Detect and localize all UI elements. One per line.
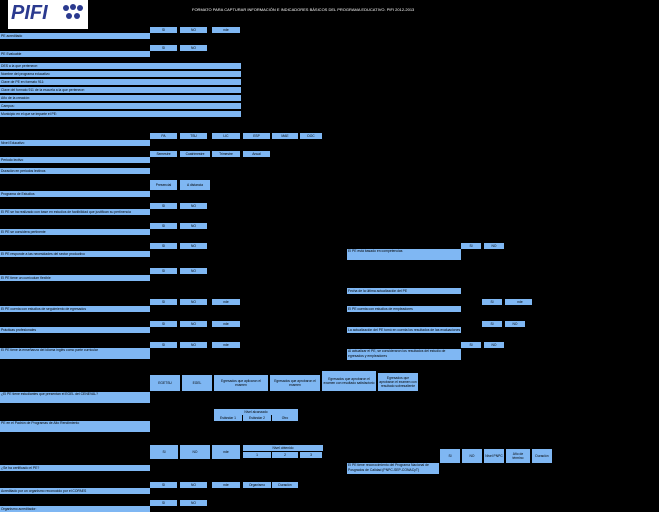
pnpc-si[interactable]: SI bbox=[440, 449, 460, 463]
nivel-consolidado-label: PE en el Padrón de Programas de Alto Rendimiento bbox=[0, 421, 150, 432]
opt-no[interactable]: NO bbox=[505, 321, 525, 327]
opt-si[interactable]: SI bbox=[461, 243, 481, 249]
nivel-pa[interactable]: PA bbox=[150, 133, 177, 139]
campus-field[interactable]: Campus: bbox=[0, 103, 241, 109]
opt-no[interactable]: NO bbox=[180, 342, 207, 348]
egel-aprobaron[interactable]: Egresados que aprobaron el examen bbox=[270, 375, 320, 391]
periodo-anual[interactable]: Anual bbox=[243, 151, 270, 157]
municipio-field[interactable]: Municipio en el que se imparte el PE: bbox=[0, 111, 241, 117]
pnpc-ano[interactable]: Año de término bbox=[506, 449, 530, 463]
nivel-educativo-label: Nivel Educativo bbox=[0, 140, 150, 146]
opt-no[interactable]: NO bbox=[180, 203, 207, 209]
nivel-tsu[interactable]: TSU bbox=[180, 133, 207, 139]
egel-label: ¿El PE tiene estudiantes que presentan el EGEL del CENEVAL? bbox=[0, 392, 150, 403]
pe-evaluable-label: PE Evaluable bbox=[0, 51, 150, 57]
pnpc-duracion[interactable]: Duración bbox=[532, 449, 552, 463]
opt-nde[interactable]: nde bbox=[212, 445, 240, 459]
egel-egetsu[interactable]: EGETSU bbox=[150, 375, 180, 391]
certificacion-label: ¿Se ha certificado el PE? bbox=[0, 465, 150, 471]
periodo-semestre[interactable]: Semestre bbox=[150, 151, 177, 157]
opt-si[interactable]: SI bbox=[150, 342, 177, 348]
people-icon bbox=[60, 3, 86, 25]
modalidad-distancia[interactable]: A distancia bbox=[180, 180, 210, 190]
egel-satisfactorio[interactable]: Egresados que aprobaron el examen con resultado satisfactorio bbox=[322, 371, 376, 391]
opt-nde[interactable]: nde bbox=[212, 482, 240, 488]
perfil-egreso-label: El PE responde a las necesidades del sector productivo bbox=[0, 251, 150, 257]
nivel-mae[interactable]: MAE bbox=[272, 133, 298, 139]
pe-actualizado-label: Al actualizar el PE, se consideraron los resultados del estudio de egresados y empleadores bbox=[347, 349, 461, 360]
opt-si[interactable]: SI bbox=[150, 445, 178, 459]
programa-estudios-label: Programa de Estudios bbox=[0, 191, 150, 197]
egel-aplicaron[interactable]: Egresados que aplicaron el examen bbox=[214, 375, 268, 391]
opt-si[interactable]: SI bbox=[482, 299, 502, 305]
opt-si[interactable]: SI bbox=[150, 321, 177, 327]
duracion-label: Duración en periodos lectivos bbox=[0, 168, 150, 174]
opt-nde[interactable]: nde bbox=[212, 299, 240, 305]
ano-creacion-field[interactable]: Año de la creación: bbox=[0, 95, 241, 101]
opt-si[interactable]: SI bbox=[150, 203, 177, 209]
organismo-field[interactable]: Organismo bbox=[243, 482, 271, 488]
opt-no[interactable]: NO bbox=[180, 321, 207, 327]
opt-no[interactable]: NO bbox=[180, 500, 207, 506]
pnpc-nivel[interactable]: Nivel PNPC bbox=[484, 449, 504, 463]
organismo-label: Organismo acreditador: bbox=[0, 506, 150, 512]
estandar-otro[interactable]: Otro bbox=[272, 415, 298, 421]
opt-no[interactable]: NO bbox=[180, 482, 207, 488]
opt-si[interactable]: SI bbox=[150, 299, 177, 305]
competencias-label-2: La actualización del PE tomó en cuenta los resultados de las evaluaciones bbox=[348, 328, 461, 332]
flexibilidad-label: El PE tiene un currículum flexible bbox=[0, 275, 150, 281]
opt-nde[interactable]: nde bbox=[508, 299, 532, 305]
logo-text: PIFI bbox=[11, 2, 48, 24]
pnpc-label: El PE tiene reconocimiento del Programa Nacional de Posgrados de Calidad (PNPC-SEP-CONACyT) bbox=[347, 463, 439, 474]
opt-no[interactable]: NO bbox=[180, 45, 207, 51]
pnpc-no[interactable]: NO bbox=[462, 449, 482, 463]
periodo-cuatrimestre[interactable]: Cuatrimestre bbox=[180, 151, 210, 157]
clave-pe-field[interactable]: Clave de PE en formato 911: bbox=[0, 79, 241, 85]
opt-nde[interactable]: nde bbox=[212, 342, 240, 348]
egel-egel[interactable]: EGEL bbox=[182, 375, 212, 391]
pe-acreditado-label: PE acreditado bbox=[0, 33, 150, 39]
opt-no[interactable]: NO bbox=[180, 243, 207, 249]
practicas-label: Prácticas profesionales bbox=[0, 327, 150, 333]
opt-nde[interactable]: nde bbox=[212, 27, 240, 33]
opt-si[interactable]: SI bbox=[150, 482, 177, 488]
periodo-lectivo-label: Periodo lectivo bbox=[0, 157, 150, 163]
clave-911-field[interactable]: Clave del formato 911 de la escuela a la que pertenece: bbox=[0, 87, 241, 93]
page-title: FORMATO PARA CAPTURAR INFORMACIÓN E INDICADORES BÁSICOS DEL PROGRAMA EDUCATIVO. PIFI 2012-2013 bbox=[192, 7, 415, 12]
pifi-logo bbox=[8, 0, 88, 29]
estandar-2[interactable]: Estándar 2 bbox=[243, 415, 271, 421]
opt-si[interactable]: SI bbox=[150, 268, 177, 274]
seguimiento-egresados-label: El PE cuenta con estudios de seguimiento de egresados bbox=[0, 306, 150, 312]
opt-si[interactable]: SI bbox=[150, 500, 177, 506]
egel-sobresaliente[interactable]: Egresados que aprobaron el examen con resultado sobresaliente bbox=[378, 373, 418, 391]
opt-si[interactable]: SI bbox=[482, 321, 502, 327]
ingles-label: El PE tiene la enseñanza del idioma inglés como parte curricular bbox=[0, 348, 150, 359]
nombre-pe-field[interactable]: Nombre del programa educativo: bbox=[0, 71, 241, 77]
factibilidad-label: El PE se ha realizado con base en estudios de factibilidad que justifican su pertinencia bbox=[0, 209, 150, 215]
opt-no[interactable]: NO bbox=[180, 27, 207, 33]
opt-no[interactable]: NO bbox=[180, 268, 207, 274]
nivel-obtenido-header: Nivel obtenido bbox=[243, 445, 323, 451]
opt-no[interactable]: NO bbox=[180, 445, 210, 459]
nivel-esp[interactable]: ESP bbox=[243, 133, 270, 139]
nivel-lic[interactable]: LIC bbox=[212, 133, 240, 139]
nivel-alcanzado-header: Nivel alcanzado bbox=[214, 409, 298, 415]
estandar-1[interactable]: Estándar 1 bbox=[214, 415, 242, 421]
opt-si[interactable]: SI bbox=[461, 342, 481, 348]
empleadores-label: El PE cuenta con estudios de empleadores bbox=[347, 306, 461, 312]
opt-no[interactable]: NO bbox=[484, 243, 504, 249]
periodo-trimestre[interactable]: Trimestre bbox=[212, 151, 240, 157]
opt-no[interactable]: NO bbox=[180, 299, 207, 305]
opt-no[interactable]: NO bbox=[484, 342, 504, 348]
nivel-3[interactable]: 3 bbox=[300, 452, 322, 458]
opt-no[interactable]: NO bbox=[180, 223, 207, 229]
pertinencia-label: El PE se considera pertinente bbox=[0, 229, 150, 235]
modalidad-presencial[interactable]: Presencial bbox=[150, 180, 177, 190]
nivel-1[interactable]: 1 bbox=[243, 452, 271, 458]
opt-si[interactable]: SI bbox=[150, 243, 177, 249]
copaes-label: Acreditado por un organismo reconocido por el COPAES bbox=[0, 488, 150, 494]
opt-si[interactable]: SI bbox=[150, 223, 177, 229]
duracion-field[interactable]: Duración bbox=[272, 482, 298, 488]
nivel-2[interactable]: 2 bbox=[272, 452, 298, 458]
opt-si[interactable]: SI bbox=[150, 45, 177, 51]
opt-nde[interactable]: nde bbox=[212, 321, 240, 327]
opt-si[interactable]: SI bbox=[150, 27, 177, 33]
des-field[interactable]: DES a la que pertenece: bbox=[0, 63, 241, 69]
nivel-doc[interactable]: DOC bbox=[300, 133, 322, 139]
ultima-actualizacion-field[interactable]: Fecha de la última actualización del PE bbox=[347, 288, 461, 294]
competencias-label: El PE está basado en competencias bbox=[347, 249, 461, 260]
